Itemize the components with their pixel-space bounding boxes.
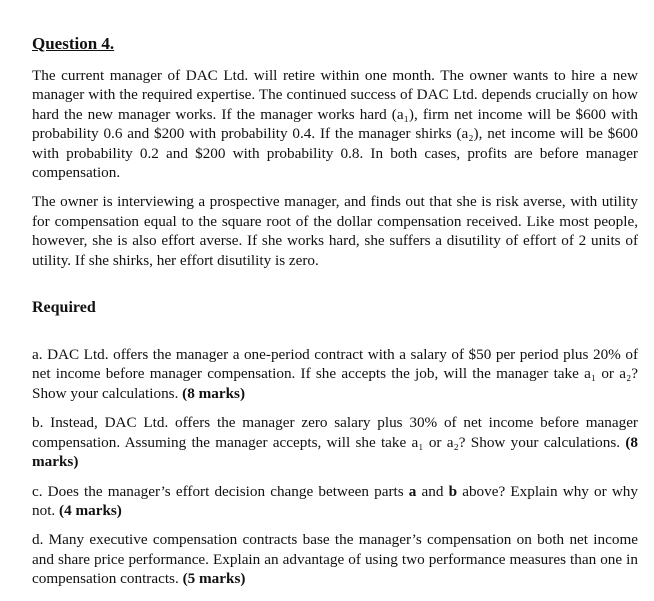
part-c-text-mid: and xyxy=(416,482,449,500)
part-c-marks: (4 marks) xyxy=(59,501,122,519)
part-b-marks: (8 marks) xyxy=(32,433,638,471)
part-a-marks: (8 marks) xyxy=(182,384,246,402)
document-page xyxy=(32,34,638,599)
part-c-bold-b: b xyxy=(448,482,458,500)
part-c-bold-a: a xyxy=(408,482,417,500)
required-heading: Required xyxy=(32,299,96,317)
part-a xyxy=(32,345,638,403)
part-b-text: b. Instead, DAC Ltd. offers the manager zero salary plus 30% of net income before manager compensation. Assuming the manager accepts, will she take a₁ or a₂? Show your calculations. xyxy=(32,414,638,451)
part-c xyxy=(32,482,638,521)
part-b xyxy=(32,413,638,471)
question-title: Question 4. xyxy=(32,34,115,53)
part-a-text: a. DAC Ltd. offers the manager a one-period contract with a salary of $50 per period plus 20% of net income before manager compensation. If she accepts the job, will the manager take a₁ or a₂? Show your calculations. xyxy=(32,346,638,402)
intro-paragraph-2: The owner is interviewing a prospective manager, and finds out that she is risk averse, with utility for compensation equal to the square root of the dollar compensation received. Like most people, however, she is also effort averse. If she works hard, she suffers a disutility of effort of 2 units of utility. If she shirks, her effort disutility is zero. xyxy=(32,193,638,269)
part-d xyxy=(32,530,638,588)
part-c-text-start: c. Does the manager’s effort decision change between parts xyxy=(32,482,409,500)
part-c-text-end: above? Explain why or why not. xyxy=(32,482,638,519)
intro-paragraph-1: The current manager of DAC Ltd. will retire within one month. The owner wants to hire a new manager with the required expertise. The continued success of DAC Ltd. depends crucially on how hard the new manager works. If the manager works hard (a₁), firm net income will be $600 with probability 0.6 and $200 with probability 0.4. If the manager shirks (a₂), net income will be $600 with probability 0.2 and $200 with probability 0.8. In both cases, profits are before manager compensation. xyxy=(32,67,638,182)
part-d-text: d. Many executive compensation contracts base the manager’s compensation on both net income and share price performance. Explain an advantage of using two performance measures than one in compensation contracts. xyxy=(32,531,638,588)
part-d-marks: (5 marks) xyxy=(182,570,246,588)
